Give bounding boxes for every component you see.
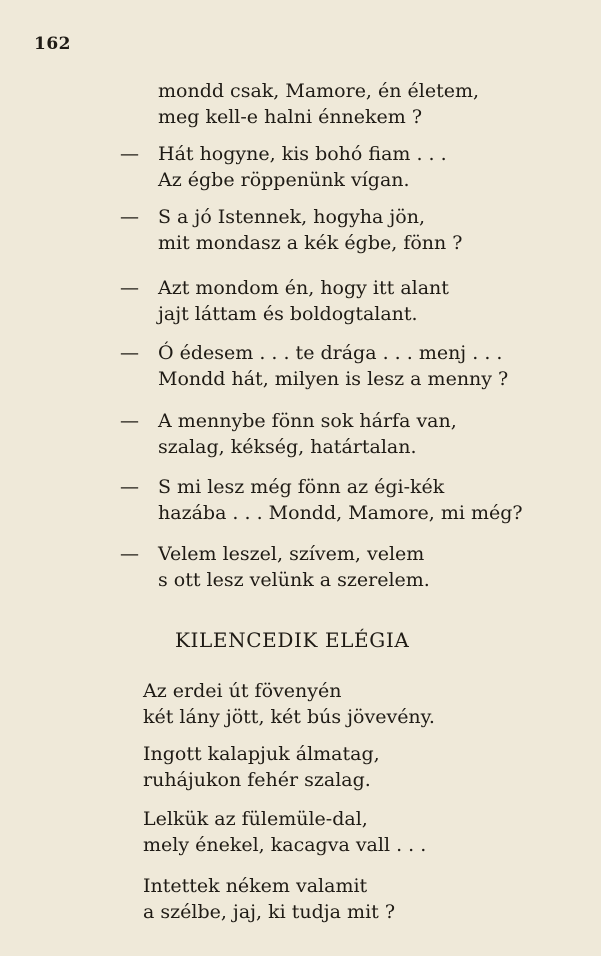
stanza bbox=[120, 141, 447, 193]
poem-line: mely énekel, kacagva vall . . . bbox=[143, 834, 427, 856]
section-heading: KILENCEDIK ELÉGIA bbox=[175, 628, 410, 652]
dialogue-dash: — bbox=[120, 143, 139, 165]
poem-line: Ó édesem . . . te drága . . . menj . . . bbox=[158, 342, 503, 364]
poem-line: a szélbe, jaj, ki tudja mit ? bbox=[143, 901, 396, 923]
stanza bbox=[120, 204, 463, 256]
poem-line: S a jó Istennek, hogyha jön, bbox=[158, 206, 426, 228]
poem-line: mondd csak, Mamore, én életem, bbox=[158, 80, 480, 102]
poem-line: S mi lesz még fönn az égi-kék bbox=[158, 476, 445, 498]
poem-line: s ott lesz velünk a szerelem. bbox=[158, 569, 430, 591]
poem-line: Velem leszel, szívem, velem bbox=[158, 543, 425, 565]
poem-line: Mondd hát, milyen is lesz a menny ? bbox=[158, 368, 509, 390]
poem-line: hazába . . . Mondd, Mamore, mi még? bbox=[158, 502, 523, 524]
stanza bbox=[120, 275, 449, 327]
dialogue-dash: — bbox=[120, 476, 139, 498]
poem-line: meg kell-e halni énnekem ? bbox=[158, 106, 423, 128]
dialogue-dash: — bbox=[120, 342, 139, 364]
poem-line: Lelkük az fülemüle-dal, bbox=[143, 808, 368, 830]
poem-line: mit mondasz a kék égbe, fönn ? bbox=[158, 232, 463, 254]
stanza bbox=[120, 474, 523, 526]
poem-line: ruhájukon fehér szalag. bbox=[143, 769, 371, 791]
stanza bbox=[158, 78, 479, 130]
poem-line: A mennybe fönn sok hárfa van, bbox=[158, 410, 457, 432]
stanza bbox=[143, 873, 395, 925]
poem-line: Hát hogyne, kis bohó fiam . . . bbox=[158, 143, 447, 165]
dialogue-dash: — bbox=[120, 277, 139, 299]
page-number: 162 bbox=[34, 34, 71, 54]
dialogue-dash: — bbox=[120, 543, 139, 565]
poem-line: jajt láttam és boldogtalant. bbox=[158, 303, 418, 325]
stanza bbox=[143, 678, 435, 730]
poem-line: Az égbe röppenünk vígan. bbox=[158, 169, 410, 191]
poem-line: Intettek nékem valamit bbox=[143, 875, 368, 897]
stanza bbox=[120, 340, 509, 392]
stanza bbox=[143, 806, 426, 858]
poem-line: Ingott kalapjuk álmatag, bbox=[143, 743, 380, 765]
stanza bbox=[120, 541, 430, 593]
poem-line: két lány jött, két bús jövevény. bbox=[143, 706, 435, 728]
poem-line: Az erdei út fövenyén bbox=[143, 680, 342, 702]
poem-line: szalag, kékség, határtalan. bbox=[158, 436, 417, 458]
dialogue-dash: — bbox=[120, 410, 139, 432]
stanza bbox=[143, 741, 380, 793]
stanza bbox=[120, 408, 457, 460]
poem-line: Azt mondom én, hogy itt alant bbox=[158, 277, 449, 299]
dialogue-dash: — bbox=[120, 206, 139, 228]
